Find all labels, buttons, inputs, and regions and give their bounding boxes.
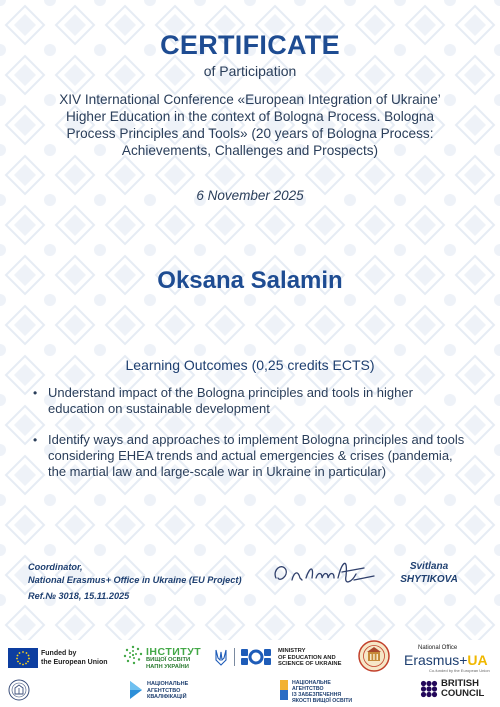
erasmus-logo (404, 652, 488, 668)
british-line2: COUNCIL (441, 688, 485, 699)
signature-image (268, 548, 378, 594)
agency-line2: АГЕНТСТВО (147, 687, 181, 694)
british-council-name (441, 679, 484, 699)
certificate-subtitle: of Participation (203, 63, 297, 79)
learning-outcomes-list (30, 385, 468, 494)
ministry-line3: SCIENCE OF UKRAINE (278, 661, 342, 668)
naqa-line3: ІЗ ЗАБЕЗПЕЧЕННЯ (292, 692, 342, 698)
agency-line3: КВАЛІФІКАЦІЙ (147, 694, 187, 700)
ministry-name (278, 648, 341, 668)
signer-last-name: SHYTIKOVA (400, 574, 458, 585)
eu-line1: Funded by (41, 650, 77, 657)
naqa-name (292, 680, 352, 704)
ministry-line2: OF EDUCATION AND (278, 654, 336, 661)
british-council-icon (420, 680, 438, 698)
ministry-line1: MINISTRY (278, 648, 306, 654)
institute-line2: ВИЩОЇ ОСВІТИ (146, 657, 191, 663)
naqa-line2: АГЕНТСТВО (292, 686, 324, 692)
agency-line1: НАЦІОНАЛЬНЕ (147, 681, 189, 687)
naqa-line1: НАЦІОНАЛЬНЕ (292, 680, 331, 686)
coordinator-role-line1: Coordinator, (28, 562, 83, 572)
coordinator-role (28, 561, 242, 586)
qualifications-agency-icon (128, 679, 144, 701)
institute-name: ІНСТИТУТ (146, 646, 202, 658)
ministry-logo-icon (240, 648, 272, 666)
erasmus-funding-label: Co-funded by the European Union (429, 668, 490, 673)
erasmus-name: Erasmus+ (404, 652, 468, 668)
british-line1: BRITISH (441, 678, 479, 689)
conference-date: 6 November 2025 (196, 188, 304, 203)
bullet-icon: • (33, 386, 38, 400)
learning-outcome-text: Understand impact of the Bologna principles and tools in higher education on sustainable development (48, 385, 413, 417)
bullet-icon: • (33, 432, 38, 447)
academy-seal-icon (358, 640, 390, 672)
eu-flag-icon (8, 648, 38, 668)
institute-logo-icon (123, 645, 143, 665)
qualifications-agency-name (147, 681, 188, 701)
erasmus-ua: UA (467, 652, 488, 668)
conference-name: XIV International Conference «European Integration of Ukraine’ Higher Education in the context of Bologna Process. Bologna Process Principles and Tools» (20 years of Bologna Process: Achievements, Challenges and Prospects) (59, 92, 441, 158)
recipient-name: Oksana Salamin (157, 267, 343, 294)
institute-line3: НАПН УКРАЇНИ (146, 663, 189, 670)
coordinator-role-line2: National Erasmus+ Office in Ukraine (EU Project) (28, 574, 242, 585)
signer-name (384, 560, 474, 586)
list-item (30, 432, 468, 481)
learning-outcomes-heading: Learning Outcomes (0,25 credits ECTS) (125, 357, 375, 373)
naqa-line4: ЯКОСТІ ВИЩОЇ ОСВІТИ (292, 698, 353, 704)
academy-emblem-icon (8, 679, 30, 701)
divider (234, 648, 235, 666)
institute-subtitle (146, 657, 190, 671)
eu-line2: the European Union (41, 658, 108, 666)
erasmus-office-label: National Office (418, 645, 458, 651)
certificate-title: CERTIFICATE (160, 30, 340, 60)
naqa-icon (278, 679, 290, 701)
signer-first-name: Svitlana (409, 561, 449, 572)
trident-icon (215, 649, 227, 666)
reference-number: Ref.№ 3018, 15.11.2025 (28, 591, 130, 601)
list-item (30, 385, 468, 418)
learning-outcome-text: Identify ways and approaches to implement Bologna principles and tools considering EHEA trends and actual emergencies & crises (pandemia, the martial law and large-scale war in Ukraine in particular) (48, 431, 465, 480)
eu-funding-text (41, 650, 108, 667)
